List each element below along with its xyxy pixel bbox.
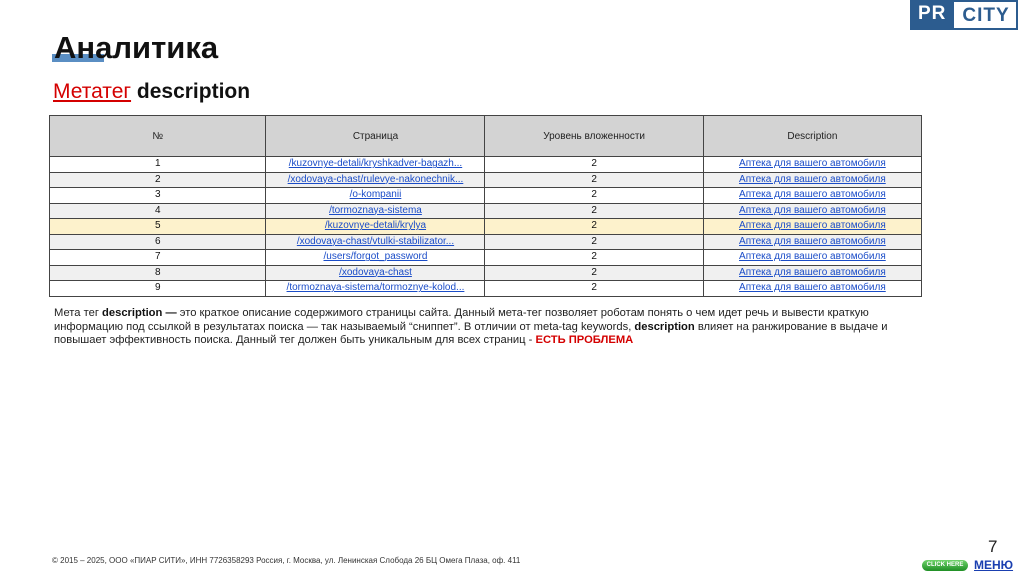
row-number: 3 xyxy=(50,188,266,204)
description-paragraph xyxy=(54,307,934,348)
table-header-row xyxy=(50,116,922,157)
company-logo xyxy=(910,0,1018,30)
table-row xyxy=(50,172,922,188)
description-link[interactable]: Аптека для вашего автомобиля xyxy=(739,158,886,170)
page-title: Аналитика xyxy=(54,30,219,65)
row-page-cell xyxy=(266,188,485,204)
row-description-cell xyxy=(703,281,921,297)
table-row xyxy=(50,203,922,219)
row-page-cell xyxy=(266,250,485,266)
table-row xyxy=(50,219,922,235)
header-number: № xyxy=(50,116,266,157)
row-page-cell xyxy=(266,219,485,235)
description-link[interactable]: Аптека для вашего автомобиля xyxy=(739,266,886,278)
row-level: 2 xyxy=(485,281,703,297)
row-page-cell xyxy=(266,281,485,297)
row-level: 2 xyxy=(485,265,703,281)
description-link[interactable]: Аптека для вашего автомобиля xyxy=(739,204,886,216)
row-number: 7 xyxy=(50,250,266,266)
row-page-cell xyxy=(266,157,485,173)
logo-city: CITY xyxy=(954,0,1017,30)
row-page-cell xyxy=(266,203,485,219)
row-page-cell xyxy=(266,265,485,281)
row-description-cell xyxy=(703,219,921,235)
row-number: 2 xyxy=(50,172,266,188)
row-page-cell xyxy=(266,234,485,250)
page-link[interactable]: /xodovaya-chast/rulevye-nakonechnik... xyxy=(287,173,464,185)
page-link[interactable]: /tormoznaya-sistema/tormoznye-kolod... xyxy=(286,282,465,294)
description-link[interactable]: Аптека для вашего автомобиля xyxy=(739,173,886,185)
table-row xyxy=(50,234,922,250)
table-row xyxy=(50,250,922,266)
table-row xyxy=(50,188,922,204)
row-description-cell xyxy=(703,250,921,266)
row-number: 8 xyxy=(50,265,266,281)
section-subtitle xyxy=(53,80,250,104)
row-number: 5 xyxy=(50,219,266,235)
page-link[interactable]: /users/forgot_password xyxy=(323,251,428,263)
description-link[interactable]: Аптека для вашего автомобиля xyxy=(739,220,886,232)
page-link[interactable]: /kuzovnye-detali/krylya xyxy=(324,220,427,232)
page-link[interactable]: /tormoznaya-sistema xyxy=(329,204,422,216)
row-level: 2 xyxy=(485,203,703,219)
row-description-cell xyxy=(703,234,921,250)
page-link[interactable]: /kuzovnye-detali/kryshkadver-bagazh... xyxy=(288,158,463,170)
row-level: 2 xyxy=(485,157,703,173)
page-link[interactable]: /xodovaya-chast xyxy=(339,266,412,278)
subtitle-description: description xyxy=(131,80,251,103)
problem-label: ЕСТЬ ПРОБЛЕМА xyxy=(535,334,634,346)
menu-link[interactable]: МЕНЮ xyxy=(974,558,1014,572)
row-number: 1 xyxy=(50,157,266,173)
row-level: 2 xyxy=(485,219,703,235)
row-description-cell xyxy=(703,203,921,219)
row-level: 2 xyxy=(485,234,703,250)
desc-text-3: влияет на ранжирование в выдаче и повышает эффективность поиска. Данный тег должен быть уникальным для всех страниц - xyxy=(54,320,888,346)
row-level: 2 xyxy=(485,188,703,204)
subtitle-metatag: Метатег xyxy=(53,80,132,103)
row-number: 4 xyxy=(50,203,266,219)
page-link[interactable]: /o-kompanii xyxy=(349,189,402,201)
header-page: Страница xyxy=(266,116,485,157)
page-number: 7 xyxy=(988,537,998,556)
footer-copyright: © 2015 – 2025, ООО «ПИАР СИТИ», ИНН 7726358293 Россия, г. Москва, ул. Ленинская Слобода 26 БЦ Омега Плаза, оф. 411 xyxy=(52,556,521,565)
header-description: Description xyxy=(703,116,921,157)
row-level: 2 xyxy=(485,172,703,188)
table-row xyxy=(50,281,922,297)
row-description-cell xyxy=(703,157,921,173)
description-link[interactable]: Аптека для вашего автомобиля xyxy=(739,235,886,247)
description-link[interactable]: Аптека для вашего автомобиля xyxy=(739,251,886,263)
page-link[interactable]: /xodovaya-chast/vtulki-stabilizator... xyxy=(296,235,455,247)
desc-bold-2: description xyxy=(634,320,695,333)
row-page-cell xyxy=(266,172,485,188)
desc-text-1: Мета тег xyxy=(54,307,103,319)
click-here-button[interactable]: CLICK HERE xyxy=(922,560,968,571)
row-description-cell xyxy=(703,172,921,188)
row-number: 9 xyxy=(50,281,266,297)
description-link[interactable]: Аптека для вашего автомобиля xyxy=(739,282,886,294)
table-row xyxy=(50,157,922,173)
row-level: 2 xyxy=(485,250,703,266)
row-number: 6 xyxy=(50,234,266,250)
logo-pr: PR xyxy=(910,0,954,30)
row-description-cell xyxy=(703,265,921,281)
table-row xyxy=(50,265,922,281)
meta-description-table xyxy=(49,115,922,297)
header-level: Уровень вложенности xyxy=(485,116,703,157)
description-link[interactable]: Аптека для вашего автомобиля xyxy=(739,189,886,201)
desc-bold-1: description — xyxy=(102,307,177,319)
desc-text-2: это краткое описание содержимого страницы сайта. Данный мета-тег позволяет роботам понять о чем идет речь и вывести краткую информацию под ссылкой в результатах поиска — так называемый “сниппет”. В отличии от meta-tag keywords, xyxy=(54,307,869,333)
row-description-cell xyxy=(703,188,921,204)
